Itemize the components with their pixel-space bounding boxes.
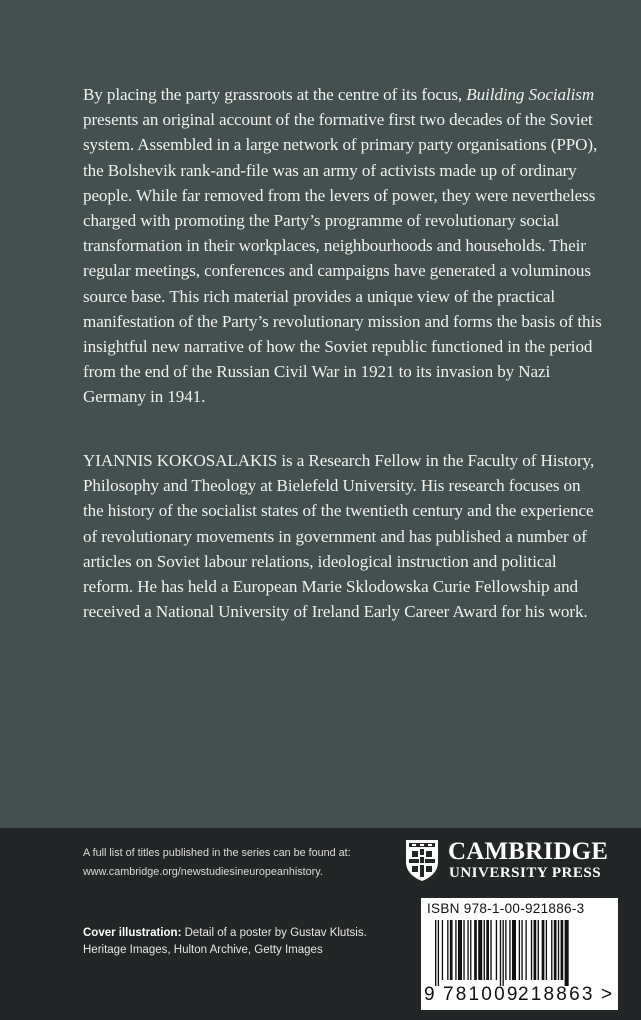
barcode-bar [484,920,485,980]
barcode-bar [546,920,547,980]
cover-illustration-text: Detail of a poster by Gustav Klutsis. Heritage Images, Hulton Archive, Getty Images [83,927,367,956]
ean-end-marker: > [601,984,613,1005]
cover-illustration-label: Cover illustration: [83,927,182,939]
ean-digits [421,984,618,1006]
barcode-bar [565,920,569,986]
series-note-line-1: A full list of titles published in the series can be found at: [83,847,351,859]
blurb-part-2: presents an original account of the formative first two decades of the Soviet system. Assembled in a large network of primary party organisations (PPO), the Bolshevik rank-and-file was an army of activists made up of ordinary people. While far removed from the levers of power, they were nevertheless charged with promoting the Party’s programme of revolutionary social transformation in their workplaces, neighbourhoods and households. Their regular meetings, conferences and campaigns have generated a voluminous source base. This rich material provides a unique view of the practical manifestation of the Party’s revolutionary mission and forms the basis of this insightful new narrative of how the Soviet republic functioned in the period from the end of the Russian Civil War in 1921 to its invasion by Nazi Germany in 1941. [83,110,602,407]
barcode-bar [561,920,564,980]
barcode-bar [463,920,464,980]
barcode-bar [558,920,559,980]
series-url-link[interactable]: www.cambridge.org/newstudiesineuropeanhistory. [83,866,323,878]
ean-right-group: 218863 [518,984,595,1005]
barcode-bar [505,920,506,980]
barcode-bar [534,920,537,980]
publisher-name: CAMBRIDGE [448,838,609,865]
book-title-italic: Building Socialism [466,85,595,104]
ean-first-digit: 9 [424,984,435,1005]
series-note [83,844,393,882]
barcode-bar [455,920,456,980]
barcode-bar [450,920,453,980]
barcode-bar [538,920,539,980]
barcode-bar [551,920,552,980]
barcode-bar [458,920,462,980]
barcode-bar [509,920,510,980]
barcode-bar [470,920,471,980]
book-blurb [83,82,603,410]
author-bio: YIANNIS KOKOSALAKIS is a Research Fellow in the Faculty of History, Philosophy and Theology at Bielefeld University. His research focuses on the history of the socialist states of the twentieth century and the experience of revolutionary movements in government and has published a number of articles on Soviet labour relations, ideological instruction and political reform. He has held a European Marie Sklodowska Curie Fellowship and received a National University of Ireland Early Career Award for his work. [83,451,595,622]
barcode-bars [421,920,618,986]
barcode-bar [486,920,489,980]
publisher-logo [404,838,619,884]
barcode-bar [525,920,526,980]
blurb-part-1: By placing the party grassroots at the centre of its focus, [83,85,467,104]
barcode-bar [531,920,532,980]
publisher-subname: UNIVERSITY PRESS [449,865,602,881]
barcode-bar [438,920,439,986]
barcode-bar [490,920,491,980]
barcode-bar [519,920,520,980]
barcode-bar [435,920,436,986]
cambridge-shield-icon [404,838,440,882]
isbn-barcode [421,898,618,1010]
barcode-bar [447,920,448,980]
ean-left-group: 781009 [443,984,520,1005]
barcode-bar [442,920,443,980]
isbn-text: ISBN 978-1-00-921886-3 [427,901,585,916]
barcode-bar [467,920,468,980]
barcode-bar [500,920,501,986]
barcode-bar [554,920,557,980]
barcode-bar [496,920,497,980]
barcode-bar [542,920,545,980]
barcode-bar [512,920,516,980]
barcode-bar [521,920,522,980]
cover-illustration-credit [83,925,383,959]
barcode-bar [503,920,504,986]
barcode-bar [478,920,482,980]
barcode-bar [474,920,477,980]
